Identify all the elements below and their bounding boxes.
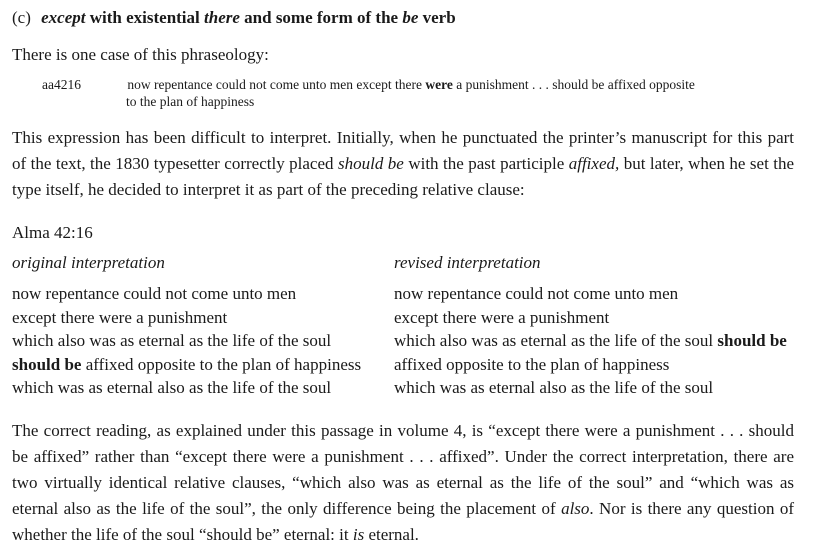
revised-line-3: [394, 329, 787, 352]
example-bold-word: were: [425, 77, 453, 92]
para1-italic-should-be: should be: [337, 154, 404, 173]
para1-text-c: but later, when he set the type itself, he decided to interpret it as part of the preceding relative clause:: [12, 154, 795, 199]
original-line-5: which was as eternal also as the life of the soul: [12, 378, 332, 398]
scripture-reference: Alma 42:16: [12, 223, 93, 242]
revised-interpretation-column: [394, 251, 787, 399]
revised-heading: revised interpretation: [394, 253, 541, 272]
para2-text-b: . Nor is there any question of whether the life of the soul “should be” eternal: it: [12, 499, 795, 544]
heading-text-with: with existential: [89, 8, 200, 27]
paragraph-1: [12, 125, 794, 203]
original-line-3: which also was as eternal as the life of the soul: [12, 331, 332, 351]
revised-line-1: now repentance could not come unto men: [394, 284, 679, 304]
para2-text-a: The correct reading, as explained under this passage in volume 4, is “except there were a punishment . . . should be affixed” rather than “except there were a punishment . . . affixed”. Under the correct interpretation, there are two virtually identical relative clauses, “which also was as eternal as the life of the soul” and “which was as eternal also as the life of the soul”, the only difference being the placement of: [12, 421, 794, 518]
heading-word-except: except: [41, 8, 86, 27]
para2-italic-is: is: [352, 525, 365, 544]
original-line-1: now repentance could not come unto men: [12, 284, 297, 304]
original-line-4: [12, 353, 361, 376]
heading-text-verb: verb: [422, 8, 456, 27]
example-ref: aa4216: [42, 77, 81, 92]
revised-line-3-rest: which also was as eternal as the life of the soul: [394, 331, 714, 351]
section-label: (c): [12, 8, 31, 27]
heading-word-there: there: [204, 8, 240, 27]
para2-italic-also: also: [561, 499, 590, 518]
example-text-a: now repentance could not come unto men except there: [127, 77, 423, 92]
original-line-2: except there were a punishment: [12, 307, 228, 327]
revised-line-5: which was as eternal also as the life of the soul: [394, 378, 714, 398]
example-line-1: [42, 76, 695, 93]
original-heading: original interpretation: [12, 253, 165, 272]
revised-line-4: affixed opposite to the plan of happiness: [394, 354, 670, 374]
paragraph-2: [12, 418, 794, 548]
revised-line-2: except there were a punishment: [394, 307, 610, 327]
para1-text-a: This expression has been difficult to interpret. Initially, when he punctuated the printer’s manuscript for this part of the text, the 1830 typesetter correctly placed: [12, 128, 794, 173]
intro-sentence: There is one case of this phraseology:: [12, 45, 269, 64]
revised-bold-should-be: should be: [717, 331, 787, 351]
original-line-4-rest: affixed opposite to the plan of happiness: [85, 354, 362, 374]
original-interpretation-column: [12, 251, 361, 399]
para1-italic-affixed: affixed,: [568, 154, 620, 173]
citation-example: [42, 76, 695, 110]
para1-text-b: with the past participle: [408, 154, 565, 173]
heading-text-and: and some form of the: [244, 8, 399, 27]
example-text-b: a punishment . . . should be affixed opposite: [456, 77, 695, 92]
para2-text-c: eternal.: [368, 525, 419, 544]
original-bold-should-be: should be: [12, 354, 82, 374]
example-line-2: to the plan of happiness: [126, 94, 255, 109]
heading-word-be: be: [402, 8, 419, 27]
section-heading: [12, 8, 456, 28]
